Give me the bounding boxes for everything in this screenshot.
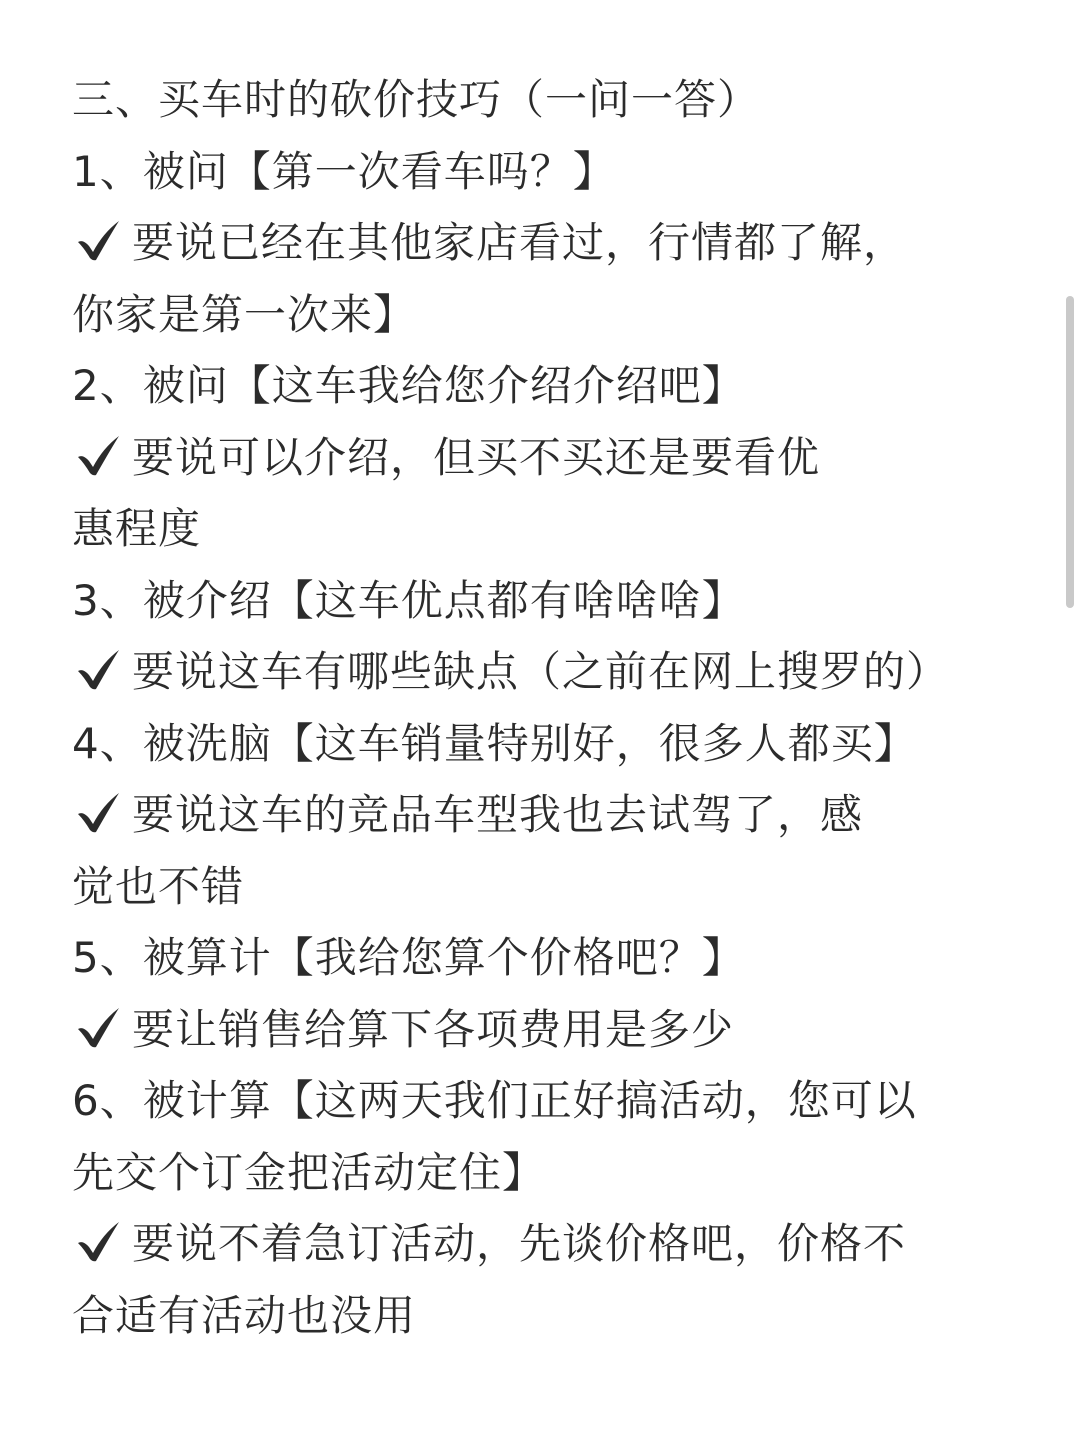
line-text: 3、被介绍【这车优点都有啥啥啥】	[72, 575, 745, 625]
line-text: 要说这车的竞品车型我也去试驾了，感	[132, 790, 864, 839]
line-text: 惠程度	[72, 504, 202, 553]
line-text: 要说不着急订活动，先谈价格吧，价格不	[132, 1219, 907, 1268]
check-icon	[72, 1216, 124, 1266]
check-icon	[72, 644, 124, 694]
check-icon	[72, 430, 124, 480]
line-text: 合适有活动也没用	[72, 1290, 417, 1340]
line-text: 5、被算计【我给您算个价格吧？】	[72, 933, 745, 982]
question-line	[72, 350, 1002, 422]
section-heading	[72, 64, 1002, 136]
line-text: 要让销售给算下各项费用是多少	[132, 1004, 735, 1054]
answer-line-continued	[72, 1280, 1002, 1352]
answer-line	[72, 779, 1002, 851]
line-text: 6、被计算【这两天我们正好搞活动，您可以	[72, 1076, 917, 1125]
check-icon	[72, 215, 124, 265]
answer-line	[72, 636, 1002, 708]
check-icon	[72, 787, 124, 837]
answer-line	[72, 994, 1002, 1066]
question-line	[72, 565, 1002, 637]
answer-line	[72, 422, 1002, 494]
check-icon	[72, 1002, 124, 1052]
line-text: 觉也不错	[72, 861, 245, 911]
answer-line	[72, 207, 1002, 279]
line-text: 2、被问【这车我给您介绍介绍吧】	[72, 361, 745, 410]
question-line	[72, 136, 1002, 208]
scrollbar[interactable]	[1066, 296, 1074, 608]
answer-line	[72, 1208, 1002, 1280]
line-text: 三、买车时的砍价技巧（一问一答）	[72, 75, 761, 124]
answer-line-continued	[72, 851, 1002, 923]
line-text: 要说已经在其他家店看过，行情都了解，	[132, 218, 907, 267]
question-line	[72, 708, 1002, 780]
line-text: 你家是第一次来】	[72, 289, 417, 339]
line-text: 4、被洗脑【这车销量特别好，很多人都买】	[72, 718, 917, 768]
question-line	[72, 922, 1002, 994]
line-text: 先交个订金把活动定住】	[72, 1147, 546, 1197]
answer-line-continued	[72, 279, 1002, 351]
line-text: 要说这车有哪些缺点（之前在网上搜罗的）	[132, 647, 950, 696]
line-text: 要说可以介绍，但买不买还是要看优	[132, 432, 821, 482]
question-line	[72, 1065, 1002, 1137]
line-text: 1、被问【第一次看车吗？】	[72, 146, 616, 196]
question-line-continued	[72, 1137, 1002, 1209]
answer-line-continued	[72, 493, 1002, 565]
note-body	[72, 64, 1002, 1351]
